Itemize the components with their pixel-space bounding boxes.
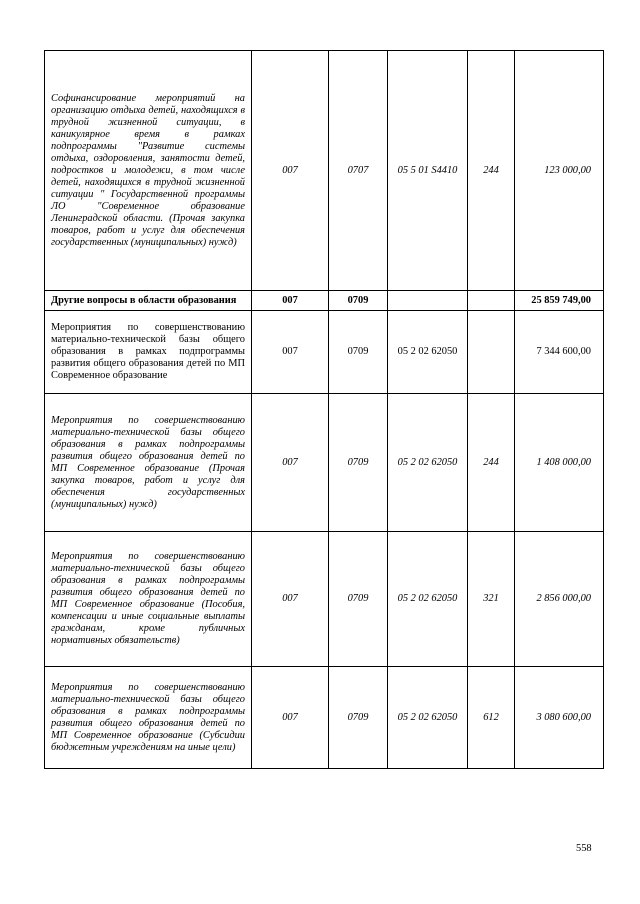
amount: 7 344 600,00	[515, 311, 604, 394]
expense-type-code: 612	[468, 667, 515, 769]
row-description: Мероприятия по совершенствованию материально-технической базы общего образования в рамках подпрограммы развития общего образования детей по МП Современное образование	[45, 311, 252, 394]
target-code: 05 2 02 62050	[388, 667, 468, 769]
amount: 25 859 749,00	[515, 291, 604, 311]
section-code: 0709	[329, 291, 388, 311]
section-code: 0709	[329, 532, 388, 667]
expense-type-code: 244	[468, 51, 515, 291]
expense-type-code	[468, 311, 515, 394]
ministry-code: 007	[252, 532, 329, 667]
page-number: 558	[576, 843, 592, 854]
ministry-code: 007	[252, 311, 329, 394]
target-code	[388, 291, 468, 311]
section-code: 0709	[329, 311, 388, 394]
section-code: 0709	[329, 667, 388, 769]
target-code: 05 2 02 62050	[388, 532, 468, 667]
expense-type-code: 321	[468, 532, 515, 667]
row-description: Мероприятия по совершенствованию материально-технической базы общего образования в рамках подпрограммы развития общего образования детей по МП Современное образование (Субсидии бюджетным учреждениям на иные цели)	[45, 667, 252, 769]
table-row	[45, 291, 604, 311]
ministry-code: 007	[252, 291, 329, 311]
amount: 3 080 600,00	[515, 667, 604, 769]
target-code: 05 5 01 S4410	[388, 51, 468, 291]
table-row	[45, 667, 604, 769]
section-code: 0707	[329, 51, 388, 291]
ministry-code: 007	[252, 394, 329, 532]
table-row	[45, 311, 604, 394]
expense-type-code: 244	[468, 394, 515, 532]
ministry-code: 007	[252, 51, 329, 291]
amount: 2 856 000,00	[515, 532, 604, 667]
row-description: Мероприятия по совершенствованию материально-технической базы общего образования в рамках подпрограммы развития общего образования детей по МП Современное образование (Пособия, компенсации и иные социальные выплаты гражданам, кроме публичных нормативных обязательств)	[45, 532, 252, 667]
amount: 1 408 000,00	[515, 394, 604, 532]
ministry-code: 007	[252, 667, 329, 769]
row-description: Другие вопросы в области образования	[45, 291, 252, 311]
budget-table	[44, 50, 604, 769]
row-description: Софинансирование мероприятий на организацию отдыха детей, находящихся в трудной жизненной ситуации, в каникулярное время в рамках подпрограммы "Развитие системы отдыха, оздоровления, занятости детей, подростков и молодежи, в том числе детей, находящихся в трудной жизненной ситуации " Государственной программы ЛО "Современное образование Ленинградской области. (Прочая закупка товаров, работ и услуг для обеспечения государственных (муниципальных) нужд)	[45, 51, 252, 291]
table-row	[45, 532, 604, 667]
target-code: 05 2 02 62050	[388, 394, 468, 532]
table-row	[45, 51, 604, 291]
expense-type-code	[468, 291, 515, 311]
amount: 123 000,00	[515, 51, 604, 291]
row-description: Мероприятия по совершенствованию материально-технической базы общего образования в рамках подпрограммы развития общего образования детей по МП Современное образование (Прочая закупка товаров, работ и услуг для обеспечения государственных (муниципальных) нужд)	[45, 394, 252, 532]
target-code: 05 2 02 62050	[388, 311, 468, 394]
table-row	[45, 394, 604, 532]
section-code: 0709	[329, 394, 388, 532]
